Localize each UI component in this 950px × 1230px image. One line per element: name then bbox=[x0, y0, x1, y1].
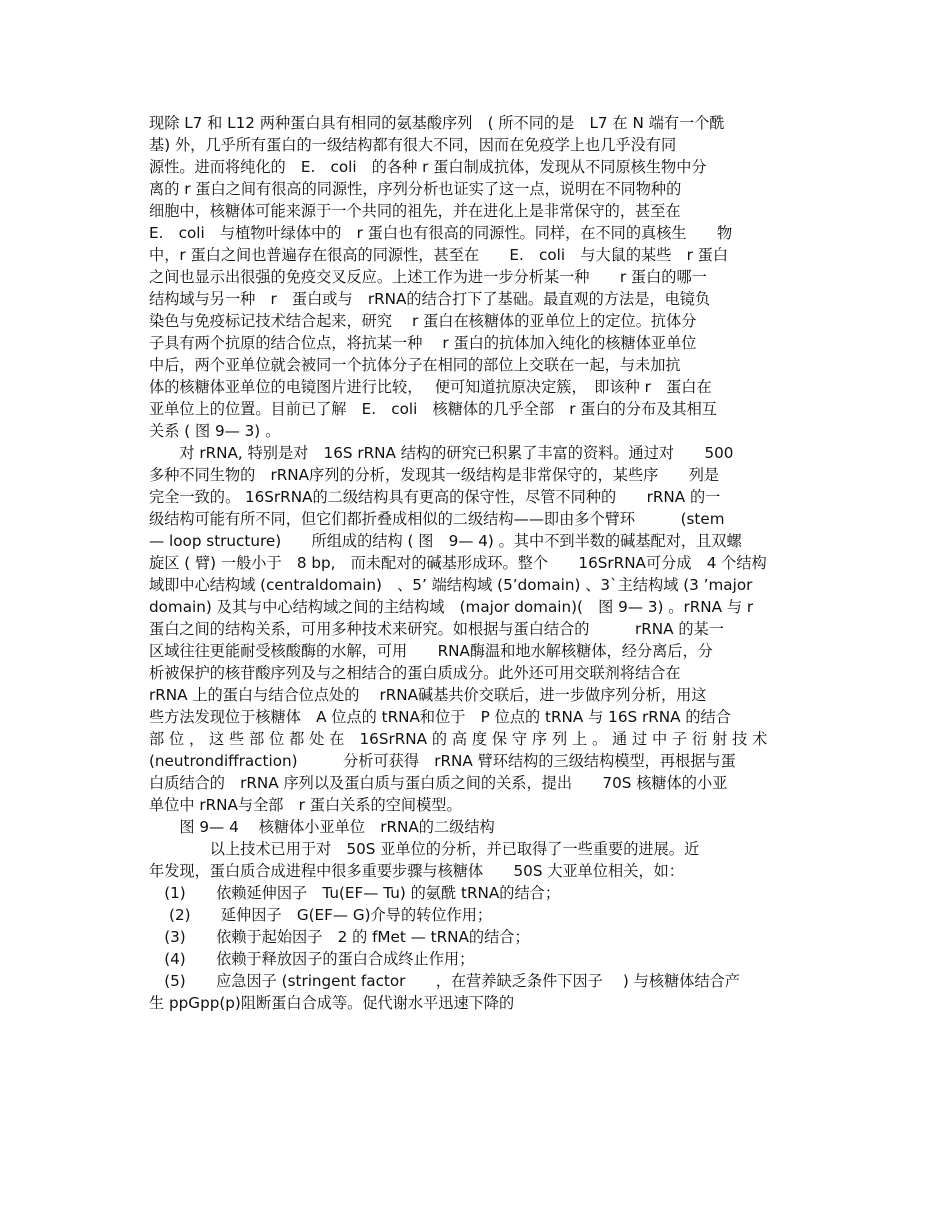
text-line: 子具有两个抗原的结合位点，将抗某一种 r 蛋白的抗体加入纯化的核糖体亚单位 bbox=[149, 334, 697, 352]
text-line: — loop structure) 所组成的结构 ( 图 9— 4) 。其中不到半数的碱基配对，且双螺 bbox=[149, 532, 742, 550]
text-line: domain) 及其与中心结构域之间的主结构域 (major domain)( 图 9— 3) 。rRNA 与 r bbox=[149, 598, 754, 616]
text-line: 析被保护的核苷酸序列及与之相结合的蛋白质成分。此外还可用交联剂将结合在 bbox=[149, 664, 681, 682]
text-line: 域即中心结构域 (centraldomain) 、5’ 端结构域 (5’domain) 、3`主结构域 (3 ’major bbox=[149, 576, 753, 594]
body-text bbox=[149, 112, 809, 1014]
text-line: (4) 依赖于释放因子的蛋白合成终止作用； bbox=[149, 950, 475, 968]
text-line: 体的核糖体亚单位的电镜图片进行比较， 便可知道抗原决定簇， 即该种 r 蛋白在 bbox=[149, 378, 712, 396]
text-line: 部 位 ， 这 些 部 位 都 处 在 16SrRNA 的 高 度 保 守 序 列 上 。 通 过 中 子 衍 射 技 术 bbox=[149, 730, 768, 748]
text-line: 多种不同生物的 rRNA序列的分析，发现其一级结构是非常保守的，某些序 列是 bbox=[149, 466, 720, 484]
text-line: 现除 L7 和 L12 两种蛋白具有相同的氨基酸序列 ( 所不同的是 L7 在 N 端有一个酰 bbox=[149, 114, 725, 132]
text-line: 亚单位上的位置。目前已了解 E. coli 核糖体的几乎全部 r 蛋白的分布及其相互 bbox=[149, 400, 717, 418]
text-line: 完全一致的。 16SrRNA的二级结构具有更高的保守性，尽管不同种的 rRNA 的一 bbox=[149, 488, 721, 506]
text-line: 中后，两个亚单位就会被同一个抗体分子在相同的部位上交联在一起，与未加抗 bbox=[149, 356, 681, 374]
text-line: 之间也显示出很强的免疫交叉反应。上述工作为进一步分析某一种 r 蛋白的哪一 bbox=[149, 268, 707, 286]
text-line: 级结构可能有所不同，但它们都折叠成相似的二级结构——即由多个臂环 (stem bbox=[149, 510, 725, 528]
text-line: (2) 延伸因子 G(EF— G)介导的转位作用； bbox=[149, 906, 493, 924]
text-line: rRNA 上的蛋白与结合位点处的 rRNA碱基共价交联后，进一步做序列分析，用这 bbox=[149, 686, 707, 704]
text-line: 染色与免疫标记技术结合起来，研究 r 蛋白在核糖体的亚单位上的定位。抗体分 bbox=[149, 312, 697, 330]
text-line: E. coli 与植物叶绿体中的 r 蛋白也有很高的同源性。同样，在不同的真核生 物 bbox=[149, 224, 733, 242]
text-line: 单位中 rRNA与全部 r 蛋白关系的空间模型。 bbox=[149, 796, 462, 814]
text-line: (3) 依赖于起始因子 2 的 fMet — tRNA的结合； bbox=[149, 928, 530, 946]
text-line: 蛋白之间的结构关系，可用多种技术来研究。如根据与蛋白结合的 rRNA 的某一 bbox=[149, 620, 724, 638]
text-line: 源性。进而将纯化的 E. coli 的各种 r 蛋白制成抗体，发现从不同原核生物中分 bbox=[149, 158, 707, 176]
text-line: 以上技术已用于对 50S 亚单位的分析，并已取得了一些重要的进展。近 bbox=[149, 840, 700, 858]
text-line: (5) 应急因子 (stringent factor ，在营养缺乏条件下因子 ) 与核糖体结合产 bbox=[149, 972, 740, 990]
text-line: 对 rRNA, 特别是对 16S rRNA 结构的研究已积累了丰富的资料。通过对 500 bbox=[149, 444, 734, 462]
text-line: 细胞中，核糖体可能来源于一个共同的祖先，并在进化上是非常保守的，甚至在 bbox=[149, 202, 681, 220]
text-line: 图 9— 4 核糖体小亚单位 rRNA的二级结构 bbox=[149, 818, 495, 836]
text-line: 结构域与另一种 r 蛋白或与 rRNA的结合打下了基础。最直观的方法是，电镜负 bbox=[149, 290, 711, 308]
text-line: 些方法发现位于核糖体 A 位点的 tRNA和位于 P 位点的 tRNA 与 16S rRNA 的结合 bbox=[149, 708, 731, 726]
text-line: (1) 依赖延伸因子 Tu(EF— Tu) 的氨酰 tRNA的结合； bbox=[149, 884, 561, 902]
text-line: 基) 外，几乎所有蛋白的一级结构都有很大不同，因而在免疫学上也几乎没有同 bbox=[149, 136, 677, 154]
text-line: 白质结合的 rRNA 序列以及蛋白质与蛋白质之间的关系，提出 70S 核糖体的小亚 bbox=[149, 774, 728, 792]
text-line: 关系 ( 图 9— 3) 。 bbox=[149, 422, 281, 440]
text-line: 生 ppGpp(p)阻断蛋白合成等。促代谢水平迅速下降的 bbox=[149, 994, 515, 1012]
text-line: (neutrondiffraction) 分析可获得 rRNA 臂环结构的三级结构模型，再根据与蛋 bbox=[149, 752, 736, 770]
text-line: 旋区 ( 臂) 一般小于 8 bp, 而未配对的碱基形成环。整个 16SrRNA可分成 4 个结构 bbox=[149, 554, 767, 572]
text-line: 离的 r 蛋白之间有很高的同源性，序列分析也证实了这一点，说明在不同物种的 bbox=[149, 180, 682, 198]
text-line: 区域往往更能耐受核酸酶的水解，可用 RNA酶温和地水解核糖体，经分离后，分 bbox=[149, 642, 713, 660]
text-line: 年发现，蛋白质合成进程中很多重要步骤与核糖体 50S 大亚单位相关，如： bbox=[149, 862, 684, 880]
text-line: 中，r 蛋白之间也普遍存在很高的同源性，甚至在 E. coli 与大鼠的某些 r 蛋白 bbox=[149, 246, 729, 264]
